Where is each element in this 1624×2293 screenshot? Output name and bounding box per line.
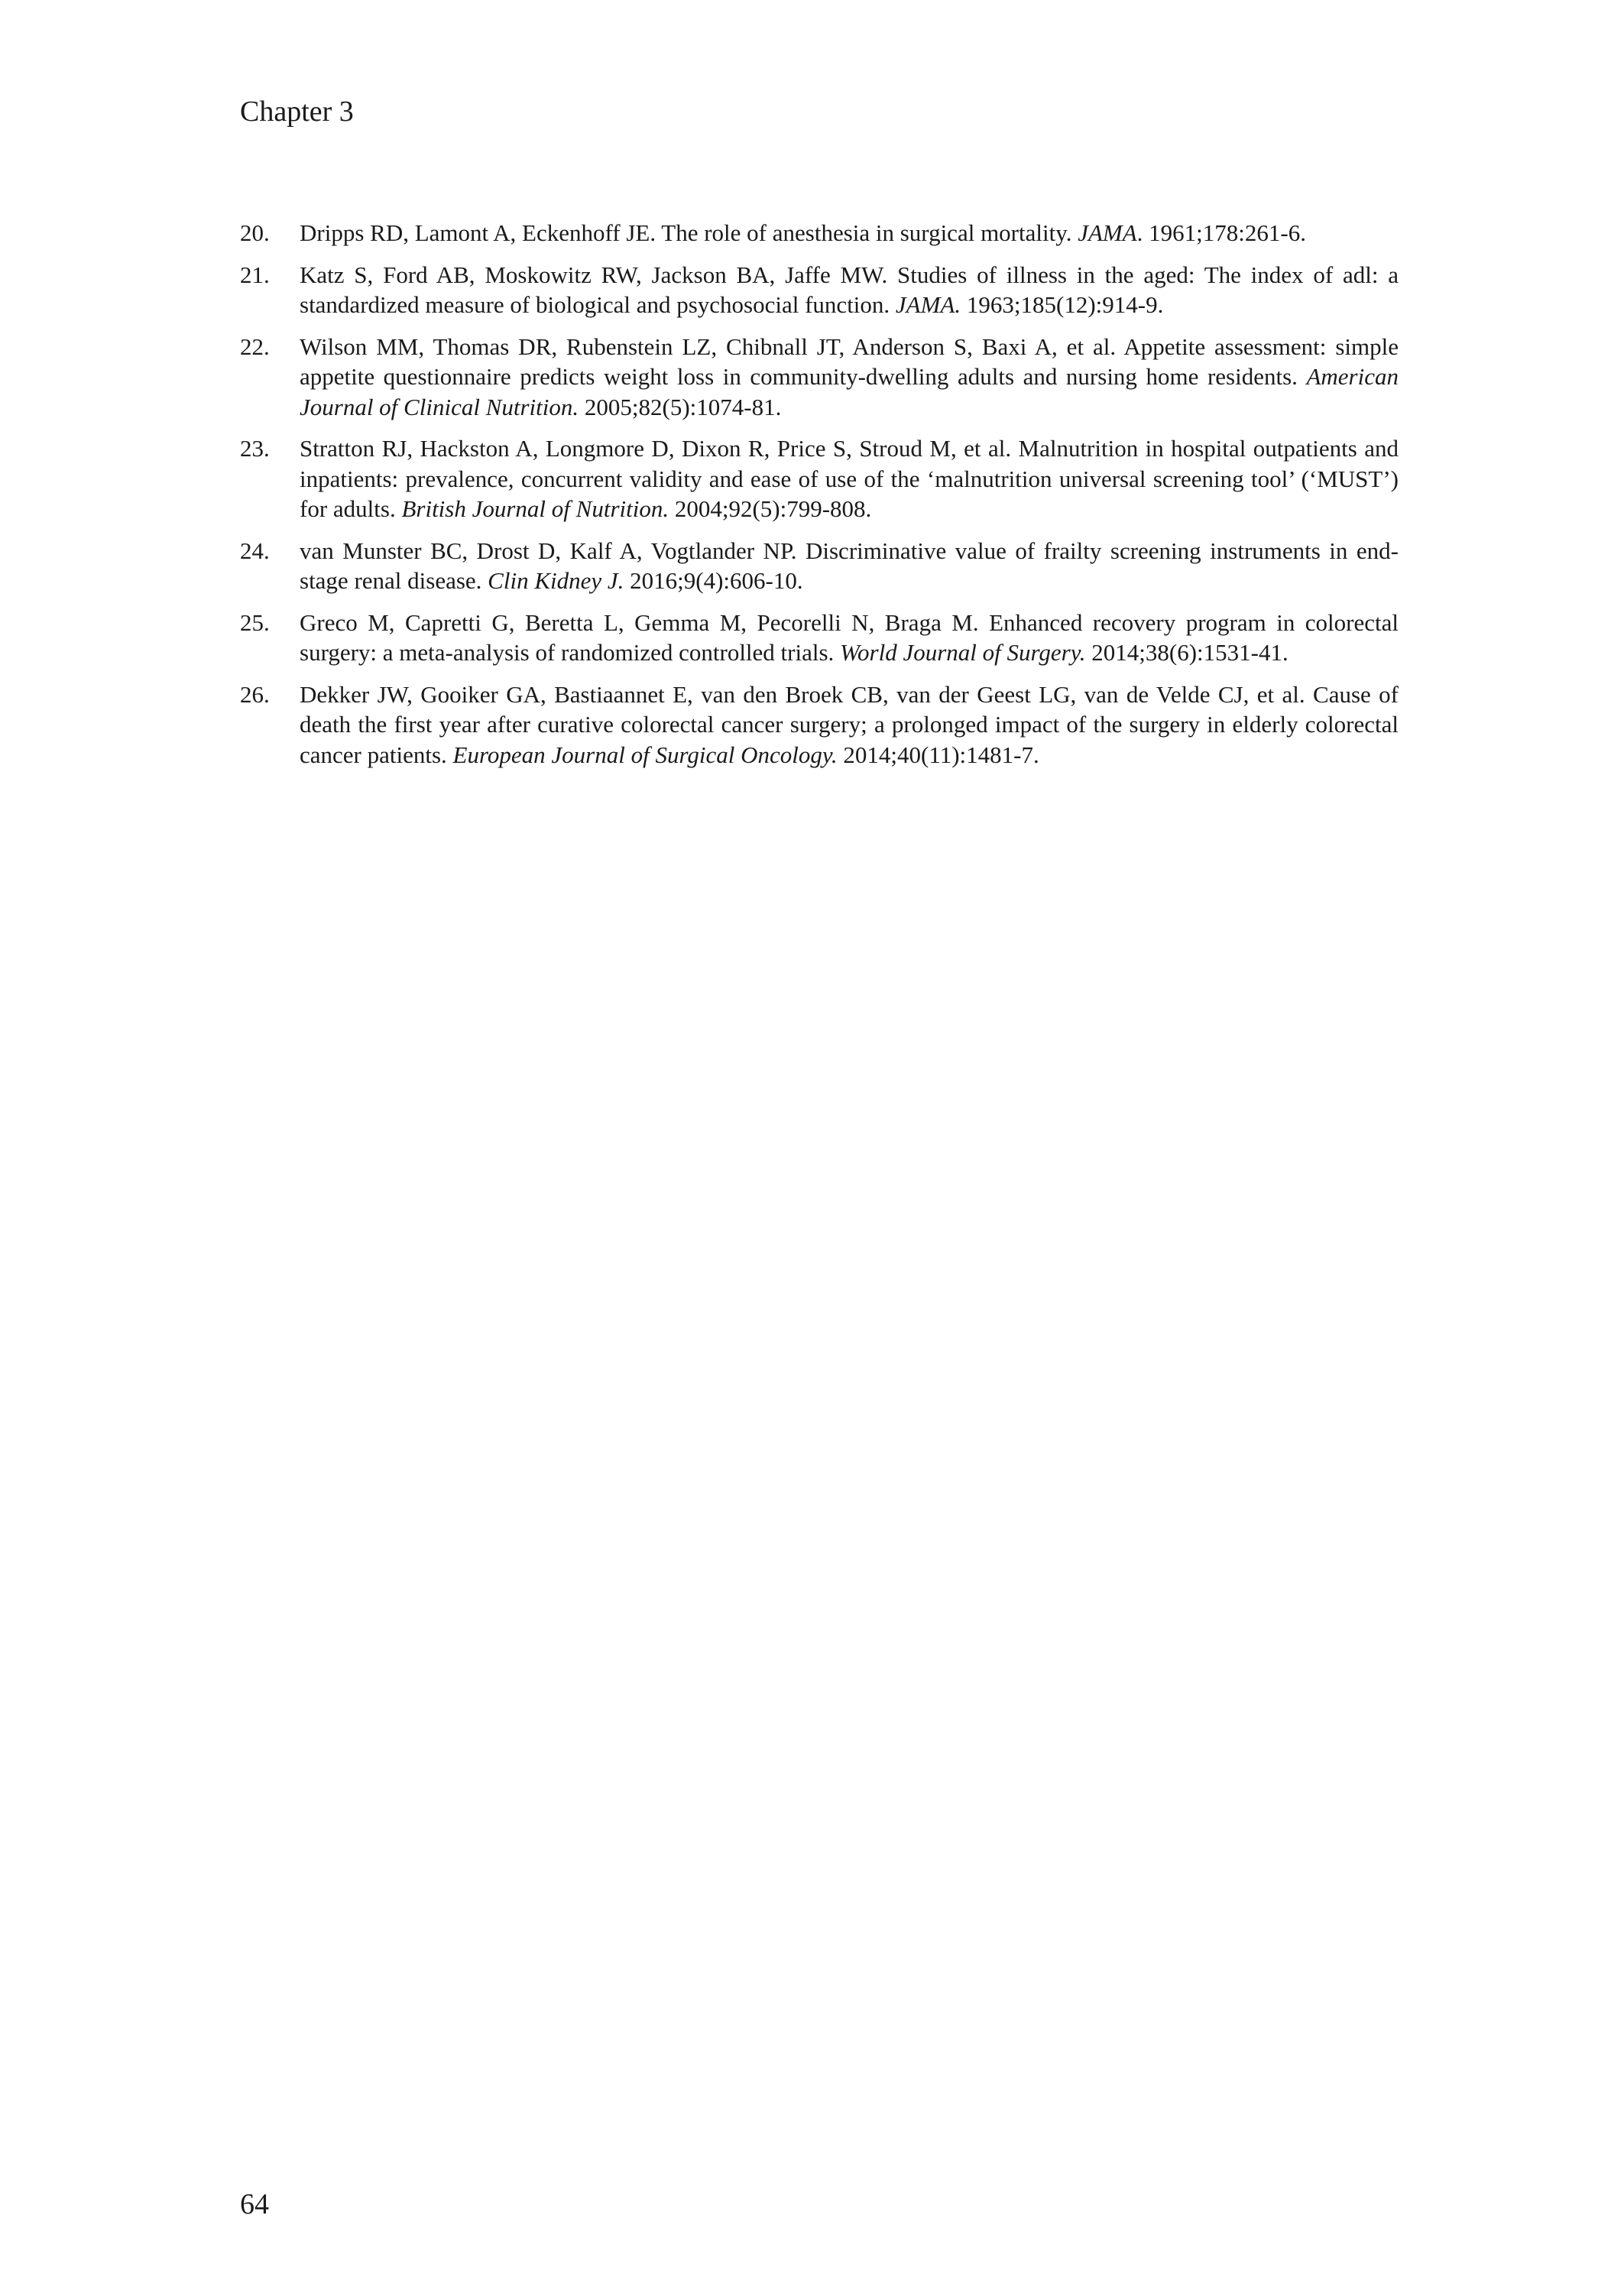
reference-authors: Wilson MM, Thomas DR, Rubenstein LZ, Chibnall JT, Anderson S, Baxi A, et al. Appetite assessment: simple appetite questionnaire predicts weight loss in community-dwelling adults and nursing home residents. <box>300 332 1399 390</box>
reference-number: 21. <box>240 261 270 288</box>
reference-journal: World Journal of Surgery. <box>840 639 1086 666</box>
reference-authors: Katz S, Ford AB, Moskowitz RW, Jackson BA, Jaffe MW. Studies of illness in the aged: The index of adl: a standardized measure of biological and psychosocial function. <box>300 261 1399 318</box>
reference-citation: 2014;40(11):1481-7. <box>837 741 1039 768</box>
reference-number: 25. <box>240 608 270 636</box>
reference-number: 24. <box>240 537 270 564</box>
reference-text <box>300 433 1399 524</box>
reference-item <box>240 536 1399 596</box>
reference-item <box>240 679 1399 770</box>
reference-text <box>300 218 1399 248</box>
reference-authors: Dekker JW, Gooiker GA, Bastiaannet E, van den Broek CB, van der Geest LG, van de Velde CJ, et al. Cause of death the first year after curative colorectal cancer surgery; a prolonged impact of the surgery in elderly colorectal cancer patients. <box>300 680 1399 768</box>
page-number: 64 <box>240 2188 269 2220</box>
reference-journal: American Journal of Clinical Nutrition. <box>300 363 1399 420</box>
reference-text <box>300 608 1399 668</box>
reference-journal: JAMA <box>1078 219 1137 246</box>
reference-item <box>240 433 1399 524</box>
reference-citation: 1963;185(12):914-9. <box>961 291 1164 318</box>
reference-list <box>240 218 1399 781</box>
reference-item <box>240 260 1399 320</box>
reference-authors: van Munster BC, Drost D, Kalf A, Vogtlander NP. Discriminative value of frailty screening instruments in end-stage renal disease. <box>300 537 1399 594</box>
reference-citation: 2014;38(6):1531-41. <box>1085 639 1289 666</box>
reference-number: 20. <box>240 219 270 246</box>
reference-citation: 2004;92(5):799-808. <box>669 495 872 522</box>
reference-journal: British Journal of Nutrition. <box>401 495 669 522</box>
reference-citation: 2005;82(5):1074-81. <box>579 393 782 420</box>
reference-text <box>300 260 1399 320</box>
reference-authors: Dripps RD, Lamont A, Eckenhoff JE. The role of anesthesia in surgical mortality. <box>300 219 1078 246</box>
reference-journal: JAMA. <box>895 291 961 318</box>
reference-item <box>240 218 1399 248</box>
reference-item <box>240 332 1399 423</box>
reference-number: 26. <box>240 680 270 708</box>
reference-authors: Greco M, Capretti G, Beretta L, Gemma M, Pecorelli N, Braga M. Enhanced recovery program in colorectal surgery: a meta-analysis of randomized controlled trials. <box>300 608 1399 666</box>
running-head: Chapter 3 <box>240 96 354 128</box>
reference-citation: 2016;9(4):606-10. <box>624 567 803 594</box>
reference-journal: Clin Kidney J. <box>488 567 624 594</box>
reference-text <box>300 536 1399 596</box>
reference-text <box>300 679 1399 770</box>
reference-citation: . 1961;178:261-6. <box>1136 219 1306 246</box>
reference-number: 22. <box>240 332 270 360</box>
reference-journal: European Journal of Surgical Oncology. <box>452 741 838 768</box>
reference-number: 23. <box>240 435 270 462</box>
reference-item <box>240 608 1399 668</box>
reference-authors: Stratton RJ, Hackston A, Longmore D, Dixon R, Price S, Stroud M, et al. Malnutrition in hospital outpatients and inpatients: prevalence, concurrent validity and ease of use of the ‘malnutrition universal screening tool’ (‘MUST’) for adults. <box>300 435 1399 522</box>
reference-text <box>300 332 1399 423</box>
